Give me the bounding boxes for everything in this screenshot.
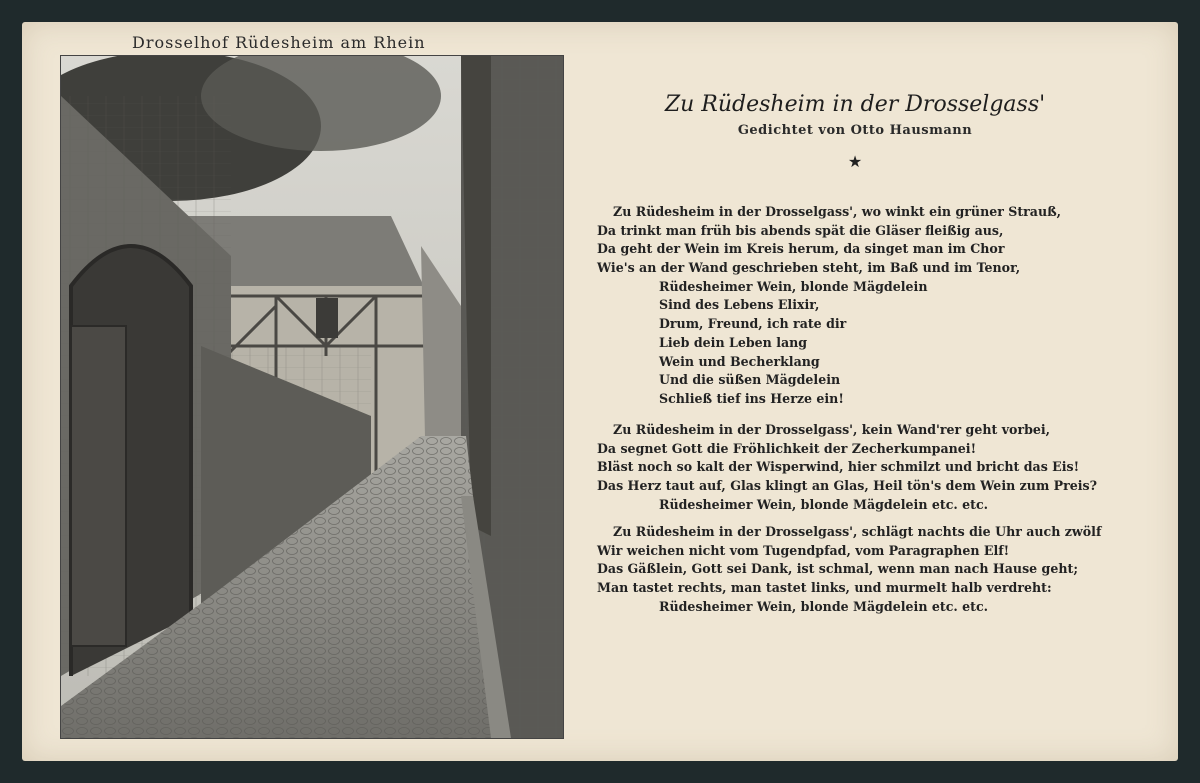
poem-line: Da trinkt man früh bis abends spät die Gläser fleißig aus, bbox=[597, 222, 1004, 238]
refrain-line: Lieb dein Leben lang bbox=[659, 334, 808, 350]
photo-caption: Drosselhof Rüdesheim am Rhein bbox=[132, 33, 426, 52]
refrain-line: Und die süßen Mägdelein bbox=[659, 372, 841, 388]
refrain-line: Wein und Becherklang bbox=[659, 353, 820, 369]
poem-line: Zu Rüdesheim in der Drosselgass', schlägt nachts die Uhr auch zwölf bbox=[613, 524, 1102, 539]
refrain-line: Rüdesheimer Wein, blonde Mägdelein etc. etc. bbox=[659, 496, 989, 512]
stanza-1 bbox=[597, 203, 1127, 409]
refrain-line: Rüdesheimer Wein, blonde Mägdelein etc. etc. bbox=[659, 598, 989, 614]
refrain-line: Schließ tief ins Herze ein! bbox=[659, 390, 844, 406]
poem-line: Wir weichen nicht vom Tugendpfad, vom Paragraphen Elf! bbox=[597, 542, 1010, 558]
poem-line: Das Gäßlein, Gott sei Dank, ist schmal, wenn man nach Hause geht; bbox=[597, 561, 1078, 577]
poem-line: Das Herz taut auf, Glas klingt an Glas, Heil tön's dem Wein zum Preis? bbox=[597, 478, 1098, 494]
poem-line: Zu Rüdesheim in der Drosselgass', kein Wand'rer geht vorbei, bbox=[613, 422, 1051, 437]
star-icon: ★ bbox=[847, 152, 863, 171]
poem-line: Man tastet rechts, man tastet links, und murmelt halb verdreht: bbox=[597, 580, 1052, 596]
poem-author: Gedichtet von Otto Hausmann bbox=[737, 123, 973, 138]
poem-line: Wie's an der Wand geschrieben steht, im Baß und im Tenor, bbox=[597, 260, 1021, 276]
poem-line: Zu Rüdesheim in der Drosselgass', wo winkt ein grüner Strauß, bbox=[613, 204, 1062, 219]
street-photograph bbox=[60, 55, 564, 739]
poem-line: Da segnet Gott die Fröhlichkeit der Zecherkumpanei! bbox=[597, 440, 977, 456]
refrain-line: Sind des Lebens Elixir, bbox=[659, 297, 820, 313]
refrain-line: Rüdesheimer Wein, blonde Mägdelein bbox=[659, 278, 928, 294]
poem-line: Bläst noch so kalt der Wisperwind, hier schmilzt und bricht das Eis! bbox=[597, 459, 1080, 475]
poem-title: Zu Rüdesheim in der Drosselgass' bbox=[664, 92, 1046, 117]
stanza-3 bbox=[597, 523, 1127, 616]
refrain-line: Drum, Freund, ich rate dir bbox=[659, 316, 847, 332]
stanza-2 bbox=[597, 421, 1127, 514]
poem-line: Da geht der Wein im Kreis herum, da singet man im Chor bbox=[597, 241, 1005, 257]
